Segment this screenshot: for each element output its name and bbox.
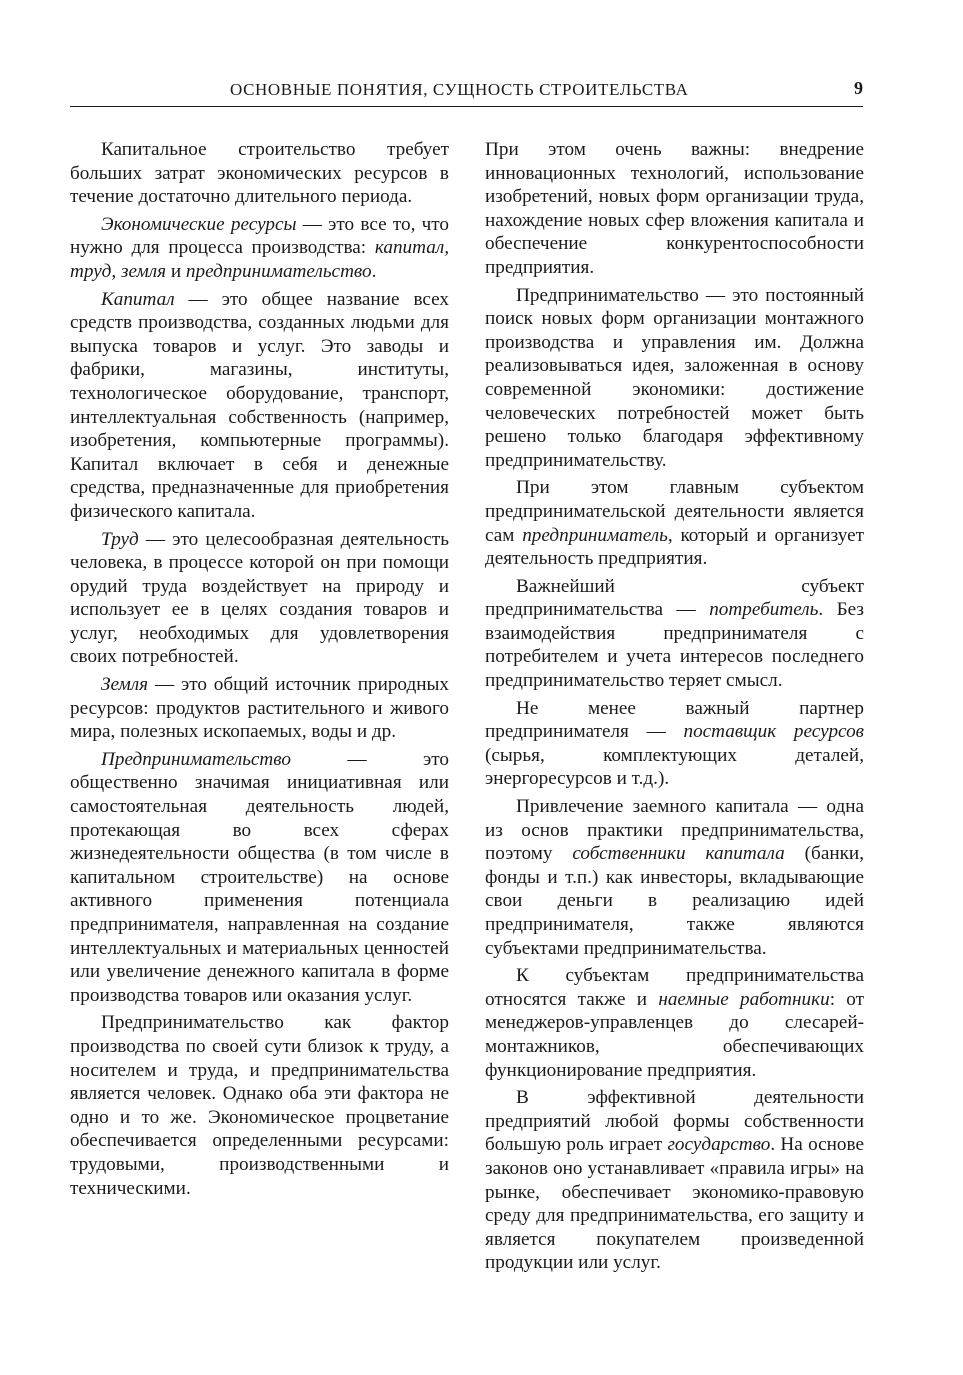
term: капитал, труд, земля	[70, 237, 449, 282]
paragraph: В эффективной деятельности предприятий любой формы собственности большую роль играет государство. На основе законов оно устанавливает «правила игры» на рынке, обеспечивает экономико-правовую среду для предпринимательства, его защиту и является покупателем произведенной продукции или услуг.	[485, 1087, 864, 1274]
paragraph: При этом главным субъектом предпринимательской деятельности является сам предприниматель, который и организует деятельность предприятия.	[485, 477, 864, 570]
paragraph: Не менее важный партнер предпринимателя — поставщик ресурсов (сырья, комплектующих деталей, энергоресурсов и т.д.).	[485, 697, 864, 790]
term: государство	[667, 1134, 771, 1156]
paragraph: При этом очень важны: внедрение инновационных технологий, использование изобретений, новых форм организации труда, нахождение новых сфер вложения капитала и обеспечение конкурентоспособности предприятия.	[485, 139, 864, 278]
running-title: ОСНОВНЫЕ ПОНЯТИЯ, СУЩНОСТЬ СТРОИТЕЛЬСТВА	[230, 80, 689, 99]
paragraph: К субъектам предпринимательства относятся также и наемные работники: от менеджеров-управленцев до слесарей-монтажников, обеспечивающих функционирование предприятия.	[485, 965, 864, 1081]
page-header	[70, 76, 863, 107]
paragraph: Предпринимательство — это общественно значимая инициативная или самостоятельная деятельность людей, протекающая во всех сферах жизнедеятельности общества (в том числе в капитальном строительстве) на основе активного применения потенциала предпринимателя, направленная на создание интеллектуальных и материальных ценностей или увеличение денежного капитала в форме производства товаров или оказания услуг.	[70, 748, 449, 1006]
term: наемные работники	[658, 988, 830, 1010]
paragraph: Привлечение заемного капитала — одна из основ практики предпринимательства, поэтому собственники капитала (банки, фонды и т.п.) как инвесторы, вкладывающие свои деньги в реализацию идей предпринимателя, также являются субъектами предпринимательства.	[485, 796, 864, 959]
paragraph: Земля — это общий источник природных ресурсов: продуктов растительного и живого мира, полезных ископаемых, воды и др.	[70, 674, 449, 743]
paragraph: Предпринимательство как фактор производства по своей сути близок к труду, а носителем и труда, и предпринимательства является человек. Однако оба эти фактора не одно и то же. Экономическое процветание обеспечивается определенными ресурсами: трудовыми, производственными и техническими.	[70, 1012, 449, 1199]
left-column	[70, 138, 449, 1200]
paragraph: Капитальное строительство требует больших затрат экономических ресурсов в течение достаточно длительного периода.	[70, 139, 449, 208]
term: Труд	[101, 528, 139, 550]
term: Земля	[101, 674, 149, 696]
term: предприниматель	[522, 524, 668, 546]
term: предпринимательство	[185, 260, 372, 282]
term: Капитал	[101, 288, 175, 310]
term: поставщик ресурсов	[683, 721, 864, 743]
paragraph: Предпринимательство — это постоянный поиск новых форм организации монтажного производства и управления им. Должна реализовываться идея, заложенная в основу современной экономики: достижение человеческих потребностей может быть решено только благодаря эффективному предпринимательству.	[485, 284, 864, 471]
page-number: 9	[854, 78, 863, 98]
paragraph: Важнейший субъект предпринимательства — потребитель. Без взаимодействия предпринимателя с потребителем и учета интересов последнего предпринимательство теряет смысл.	[485, 575, 864, 692]
term: собственники капитала	[572, 843, 785, 865]
term: потребитель	[709, 599, 819, 621]
term: Экономические ресурсы	[101, 213, 297, 235]
paragraph: Капитал — это общее название всех средств производства, созданных людьми для выпуска товаров и услуг. Это заводы и фабрики, магазины, институты, технологическое оборудование, транспорт, интеллектуальная собственность (например, изобретения, компьютерные программы). Капитал включает в себя и денежные средства, предназначенные для приобретения физического капитала.	[70, 288, 449, 522]
term: Предпринимательство	[101, 748, 291, 770]
paragraph: Экономические ресурсы — это все то, что нужно для процесса производства: капитал, труд, земля и предпринимательство.	[70, 213, 449, 282]
paragraph: Труд — это целесообразная деятельность человека, в процессе которой он при помощи орудий труда воздействует на природу и использует ее в целях создания товаров и услуг, необходимых для удовлетворения своих потребностей.	[70, 528, 449, 668]
right-column	[485, 138, 864, 1275]
